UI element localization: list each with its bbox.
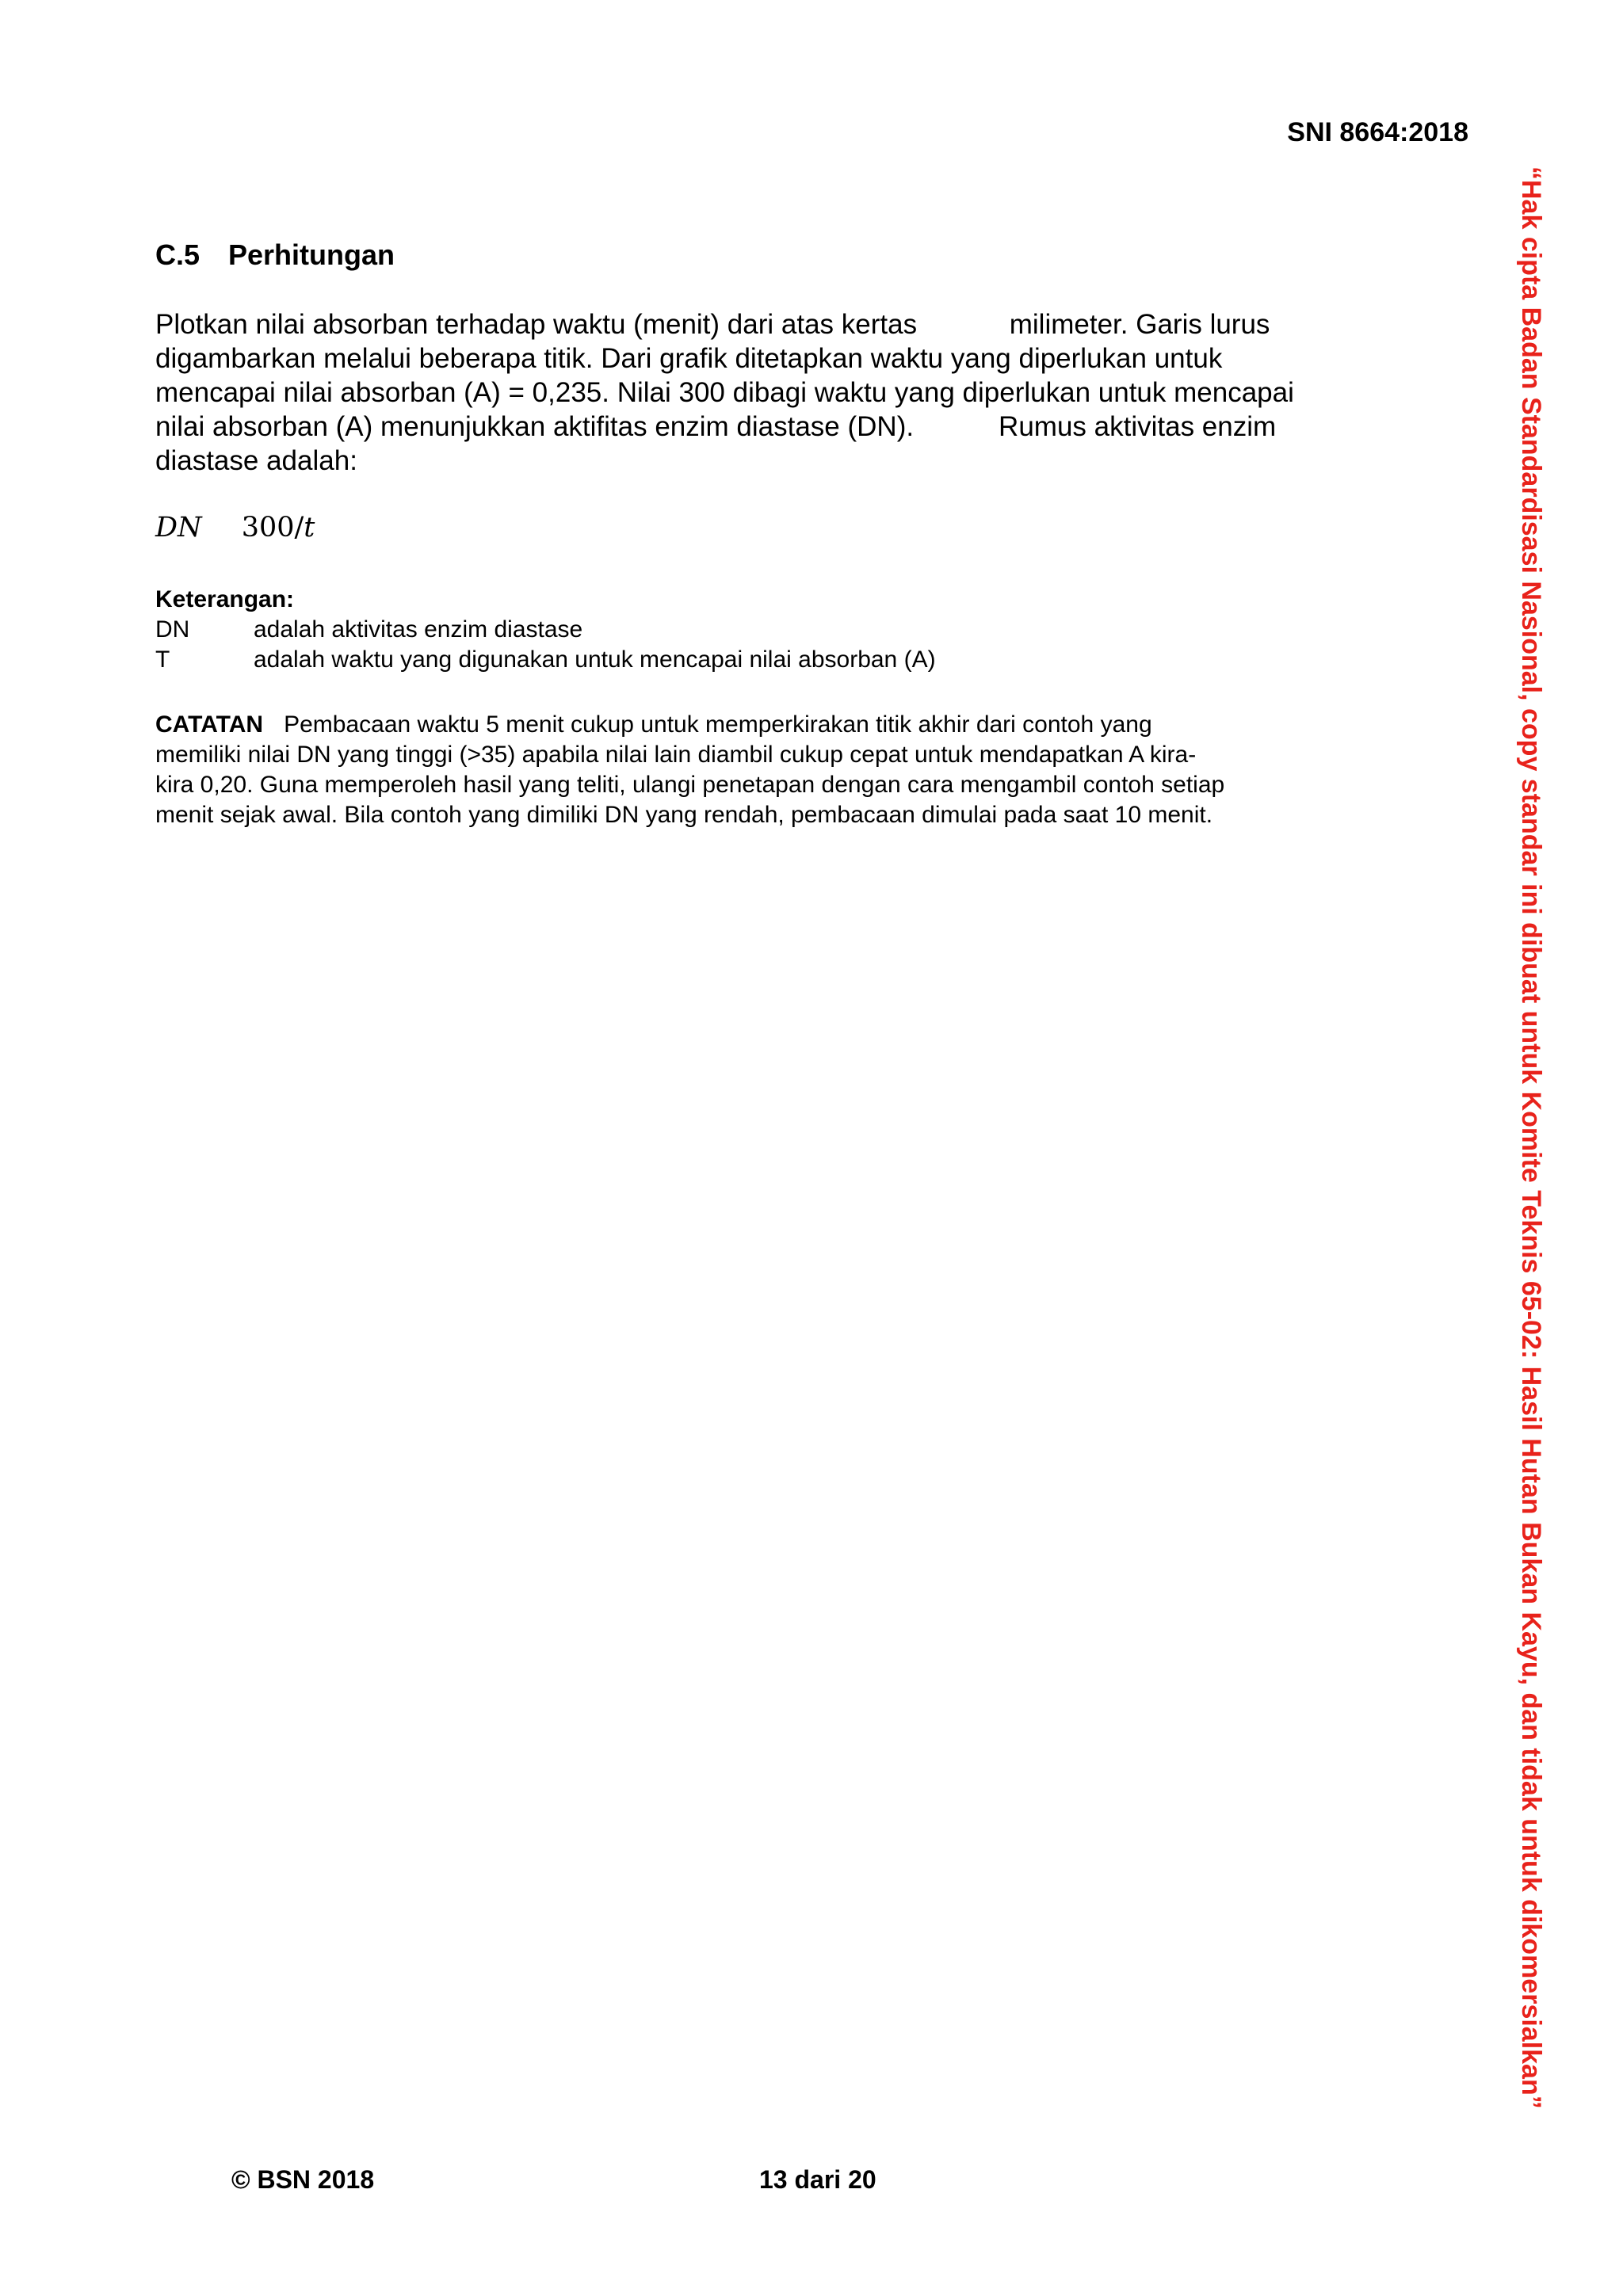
section-number: C.5 [155, 238, 200, 271]
formula-rhs [242, 512, 315, 543]
section-title: Perhitungan [228, 238, 395, 271]
catatan-label: CATATAN [155, 711, 264, 738]
keterangan-symbol: T [155, 646, 170, 673]
paragraph-line: Plotkan nilai absorban terhadap waktu (menit) dari atas kertas milimeter. Garis lurus [155, 309, 1270, 340]
document-code: SNI 8664:2018 [1287, 117, 1468, 147]
section-heading [155, 238, 395, 272]
catatan-first-line [155, 710, 1392, 740]
keterangan-title: Keterangan: [155, 586, 295, 612]
paragraph-line: nilai absorban (A) menunjukkan aktifitas enzim diastase (DN). Rumus aktivitas enzim [155, 411, 1277, 442]
footer-page-number: 13 dari 20 [759, 2165, 876, 2194]
body-paragraph [155, 307, 1392, 478]
catatan-line: menit sejak awal. Bila contoh yang dimiliki DN yang rendah, pembacaan dimulai pada saat 10 menit. [155, 802, 1213, 828]
footer-copyright: © BSN 2018 [231, 2165, 375, 2194]
formula-rhs-number: 300/ [241, 512, 304, 543]
copyright-watermark: “Hak cipta Badan Standardisasi Nasional, copy standar ini dibuat untuk Komite Teknis 65-02: Hasil Hutan Bukan Kayu, dan tidak untuk dikomersialkan” [1516, 166, 1546, 2109]
formula-rhs-variable: t [304, 512, 315, 543]
keterangan-block [155, 585, 936, 675]
keterangan-description: adalah waktu yang digunakan untuk mencapai nilai absorban (A) [254, 646, 936, 673]
catatan-line: kira 0,20. Guna memperoleh hasil yang teliti, ulangi penetapan dengan cara mengambil contoh setiap [155, 772, 1225, 798]
keterangan-symbol: DN [155, 616, 190, 643]
formula [155, 512, 315, 543]
paragraph-line: digambarkan melalui beberapa titik. Dari grafik ditetapkan waktu yang diperlukan untuk [155, 343, 1223, 374]
paragraph-line: mencapai nilai absorban (A) = 0,235. Nilai 300 dibagi waktu yang diperlukan untuk mencapai [155, 377, 1294, 408]
keterangan-description: adalah aktivitas enzim diastase [254, 616, 583, 643]
catatan-line: memiliki nilai DN yang tinggi (>35) apabila nilai lain diambil cukup cepat untuk mendapatkan A kira- [155, 742, 1197, 768]
catatan-note [155, 710, 1392, 830]
catatan-text: Pembacaan waktu 5 menit cukup untuk memperkirakan titik akhir dari contoh yang [284, 711, 1152, 738]
keterangan-row [155, 615, 936, 645]
keterangan-row [155, 645, 936, 675]
paragraph-line: diastase adalah: [155, 445, 357, 476]
formula-lhs: DN [155, 512, 202, 543]
